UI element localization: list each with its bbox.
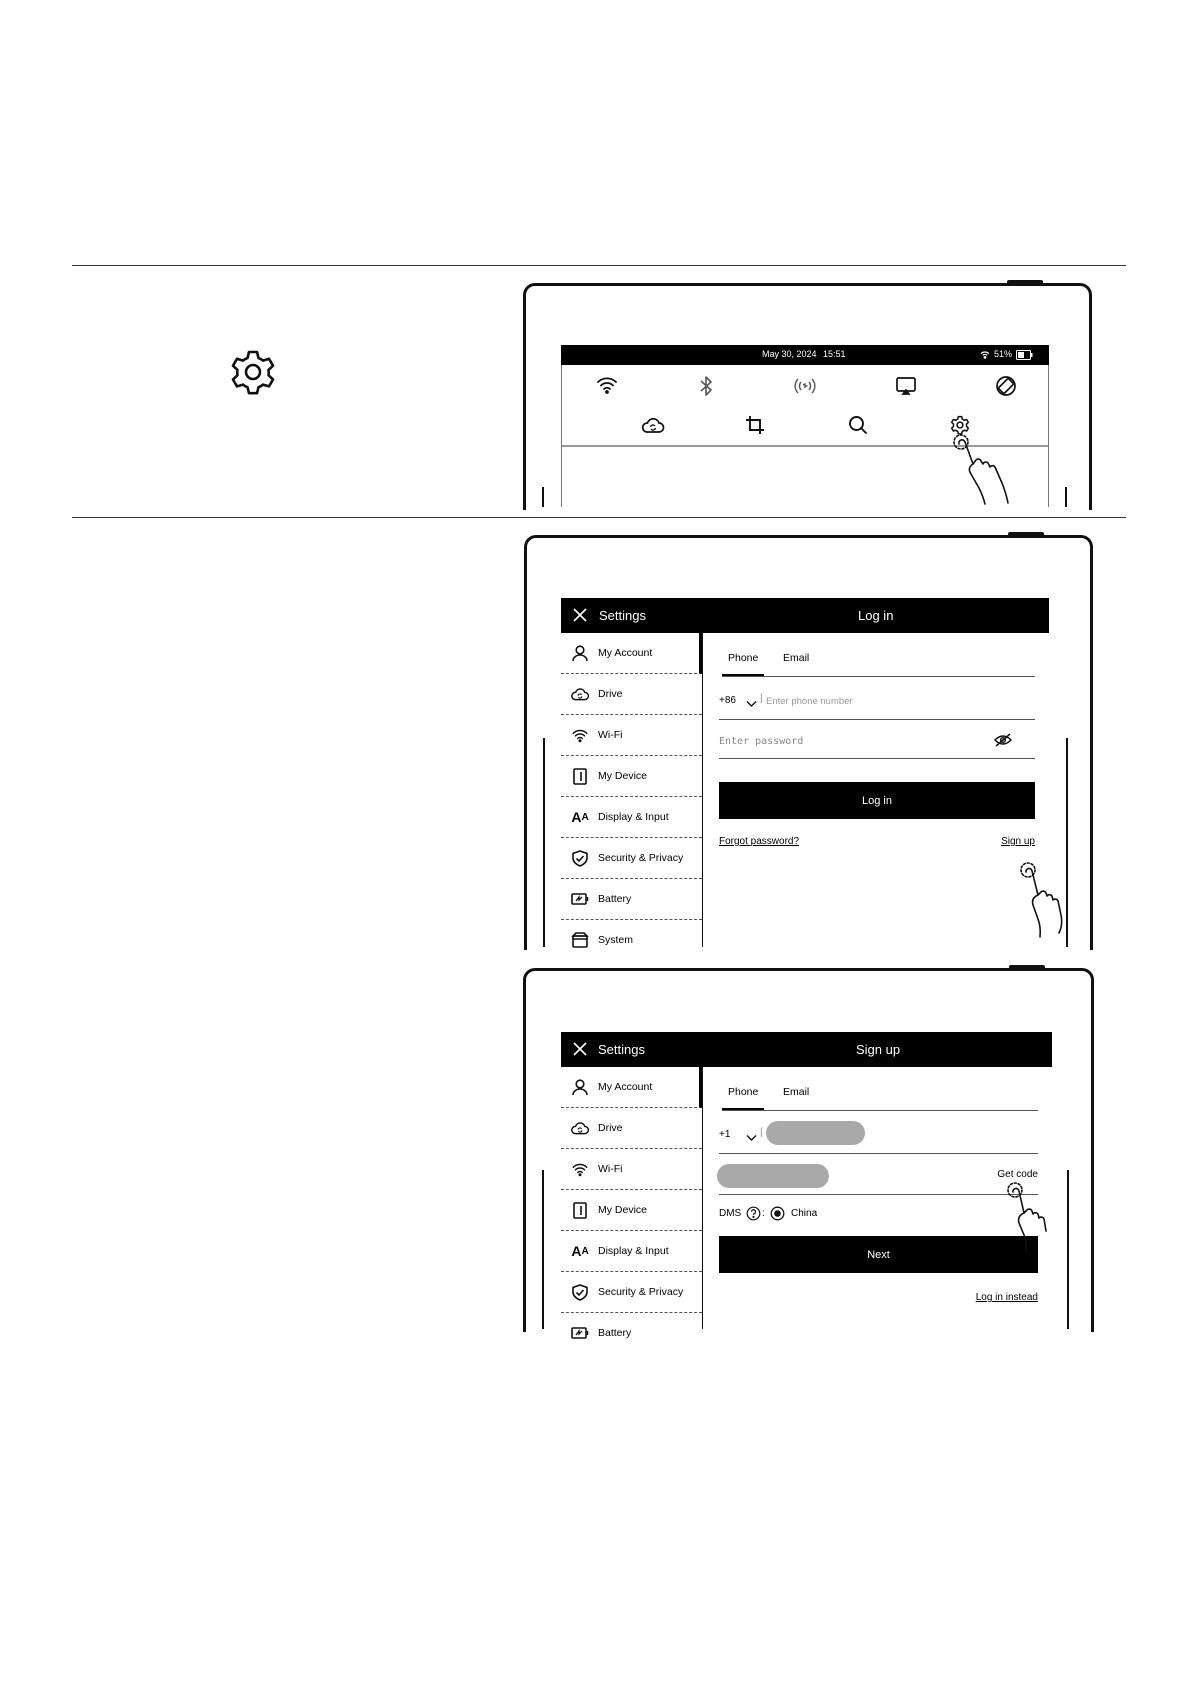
verification-code-input[interactable]	[717, 1164, 829, 1188]
text-cursor: |	[760, 1127, 763, 1138]
battery-icon	[570, 889, 590, 909]
section-divider-top	[72, 265, 1126, 266]
sidebar-item-wifi[interactable]	[561, 715, 702, 756]
shield-icon	[570, 848, 590, 868]
panel-edge	[1048, 365, 1049, 507]
tab-email[interactable]: Email	[783, 1086, 810, 1098]
chevron-down-icon[interactable]	[746, 695, 757, 713]
wifi-icon	[570, 725, 590, 745]
sidebar-item-label: Wi-Fi	[598, 729, 623, 741]
hotspot-icon[interactable]	[793, 376, 817, 401]
cloud-sync-icon	[570, 684, 590, 704]
search-icon[interactable]	[848, 415, 868, 440]
power-button	[1009, 965, 1045, 970]
device-icon	[570, 766, 590, 786]
device-icon	[570, 1200, 590, 1220]
battery-icon	[570, 1323, 590, 1343]
login-instead-link[interactable]: Log in instead	[975, 1292, 1038, 1303]
sidebar-item-battery[interactable]	[561, 1313, 702, 1353]
wifi-status-icon	[980, 350, 990, 361]
tab-underline	[722, 1110, 1038, 1111]
settings-sidebar	[561, 1067, 703, 1339]
sign-up-link[interactable]: Sign up	[1001, 836, 1035, 847]
sidebar-item-label: Wi-Fi	[598, 1163, 623, 1175]
phone-input-redacted[interactable]	[766, 1121, 865, 1145]
password-input[interactable]: Enter password	[719, 736, 804, 747]
sidebar-item-security-privacy[interactable]	[561, 838, 702, 879]
status-time: 15:51	[823, 349, 846, 359]
settings-header	[561, 598, 1049, 633]
power-button	[1008, 532, 1044, 537]
bluetooth-icon[interactable]	[699, 375, 713, 402]
sidebar-item-system[interactable]	[561, 920, 702, 960]
battery-icon	[1016, 350, 1033, 362]
hand-pointer-icon	[1016, 860, 1096, 955]
code-underline	[719, 1194, 1038, 1195]
sidebar-item-label: Battery	[598, 1327, 632, 1339]
phone-input[interactable]: Enter phone number	[766, 696, 853, 707]
status-bar	[561, 345, 1049, 365]
font-size-icon: A A	[571, 1243, 589, 1259]
text-cursor: |	[760, 693, 763, 704]
person-icon	[570, 643, 590, 663]
sidebar-item-label: Drive	[598, 1122, 623, 1134]
font-size-icon: A A	[571, 809, 589, 825]
dms-colon: :	[762, 1208, 765, 1219]
close-icon[interactable]	[573, 608, 587, 625]
sidebar-item-display-input[interactable]	[561, 797, 702, 838]
settings-title: Settings	[599, 608, 646, 623]
device-edge-line	[542, 1170, 544, 1329]
gear-icon	[229, 348, 277, 396]
phone-input-underline	[719, 1153, 1038, 1154]
section-divider-middle	[72, 517, 1126, 518]
sidebar-item-my-device[interactable]	[561, 756, 702, 797]
password-underline	[719, 758, 1035, 759]
sidebar-item-label: Display & Input	[598, 1245, 669, 1257]
rotation-lock-icon[interactable]	[995, 375, 1017, 402]
hand-pointer-icon	[1004, 1180, 1084, 1265]
sidebar-item-label: Battery	[598, 893, 632, 905]
hand-pointer-icon	[947, 430, 1037, 510]
settings-title: Settings	[598, 1042, 645, 1057]
cloud-sync-icon[interactable]	[641, 415, 665, 440]
sidebar-item-label: Security & Privacy	[598, 852, 684, 864]
phone-input-underline	[719, 719, 1035, 720]
wifi-icon	[570, 1159, 590, 1179]
shield-icon	[570, 1282, 590, 1302]
next-button[interactable]: Next	[719, 1236, 1038, 1273]
signup-form	[704, 1067, 1052, 1329]
sidebar-item-label: Display & Input	[598, 811, 669, 823]
dms-label: DMS	[719, 1208, 742, 1219]
chevron-down-icon[interactable]	[746, 1129, 757, 1147]
settings-sidebar	[561, 633, 703, 947]
page-title: Sign up	[856, 1042, 901, 1057]
help-icon[interactable]	[746, 1206, 761, 1226]
sidebar-item-my-device[interactable]	[561, 1190, 702, 1231]
signup-screen	[561, 1032, 1052, 1339]
wifi-icon[interactable]	[596, 375, 618, 400]
sidebar-item-my-account[interactable]	[561, 1067, 702, 1108]
tab-phone[interactable]: Phone	[728, 1086, 759, 1098]
login-screen	[561, 598, 1049, 947]
sidebar-item-label: Security & Privacy	[598, 1286, 684, 1298]
device-edge-line	[542, 487, 544, 507]
crop-icon[interactable]	[745, 415, 765, 440]
sidebar-item-label: My Account	[598, 1081, 653, 1093]
sidebar-item-display-input[interactable]	[561, 1231, 702, 1272]
sidebar-item-label: My Account	[598, 647, 653, 659]
cloud-sync-icon	[570, 1118, 590, 1138]
radio-selected-icon[interactable]	[770, 1206, 785, 1226]
tab-phone[interactable]: Phone	[728, 652, 759, 664]
dms-option-china[interactable]: China	[791, 1208, 818, 1219]
sidebar-item-label: Drive	[598, 688, 623, 700]
eye-hidden-icon[interactable]	[994, 733, 1012, 752]
forgot-password-link[interactable]: Forgot password?	[719, 836, 800, 847]
page-title: Log in	[858, 608, 894, 623]
panel-edge	[561, 365, 562, 507]
sidebar-item-drive[interactable]	[561, 1108, 702, 1149]
battery-percent: 51%	[994, 349, 1013, 359]
settings-header	[561, 1032, 1052, 1067]
close-icon[interactable]	[573, 1042, 587, 1059]
device-edge-line	[1065, 487, 1067, 507]
sidebar-item-wifi[interactable]	[561, 1149, 702, 1190]
sidebar-item-my-account[interactable]	[561, 633, 702, 674]
login-button[interactable]: Log in	[719, 782, 1035, 819]
cast-icon[interactable]	[895, 376, 917, 401]
tab-underline	[722, 676, 1035, 677]
power-button	[1007, 280, 1043, 285]
country-code[interactable]: +1	[719, 1129, 731, 1140]
sidebar-item-drive[interactable]	[561, 674, 702, 715]
login-form	[704, 633, 1049, 947]
status-date: May 30, 2024	[762, 349, 817, 359]
get-code-button[interactable]: Get code	[997, 1169, 1038, 1180]
sidebar-item-label: My Device	[598, 770, 648, 782]
sidebar-item-security-privacy[interactable]	[561, 1272, 702, 1313]
sidebar-item-label: My Device	[598, 1204, 648, 1216]
person-icon	[570, 1077, 590, 1097]
tab-email[interactable]: Email	[783, 652, 810, 664]
sidebar-item-battery[interactable]	[561, 879, 702, 920]
country-code[interactable]: +86	[719, 695, 736, 706]
device-edge-line	[543, 738, 545, 947]
system-icon	[570, 930, 590, 950]
sidebar-item-label: System	[598, 934, 634, 946]
